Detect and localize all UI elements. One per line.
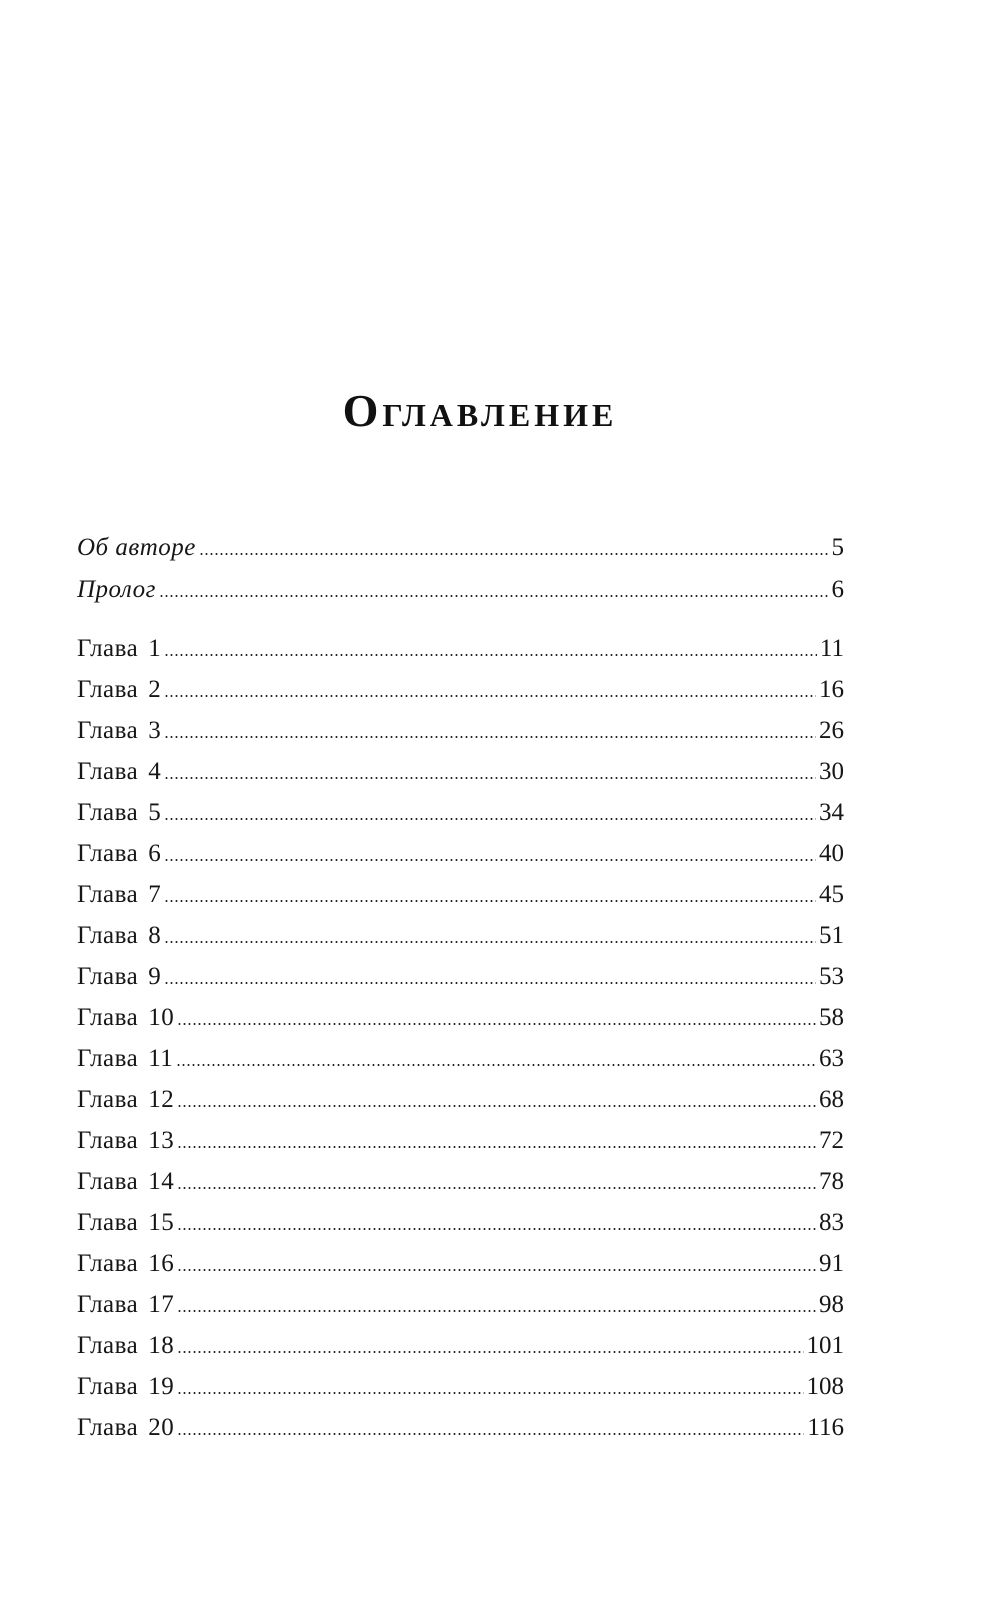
toc-entry-label — [77, 1374, 174, 1399]
toc-entry-label — [77, 964, 161, 989]
toc-entry-chapter[interactable] — [77, 955, 844, 989]
chapter-number: 16 — [148, 1250, 175, 1277]
toc-entry-label — [77, 1128, 174, 1153]
dot-leader — [177, 1146, 816, 1148]
toc-entry-label: Пролог — [77, 576, 156, 603]
dot-leader — [164, 900, 816, 902]
dot-leader — [177, 1392, 803, 1394]
chapter-number: 17 — [148, 1291, 175, 1318]
toc-page-number: 116 — [807, 1414, 844, 1441]
chapter-word: Глава — [77, 758, 139, 785]
chapter-number: 2 — [148, 676, 162, 703]
chapter-number: 9 — [148, 963, 162, 990]
chapter-word: Глава — [77, 1127, 139, 1154]
toc-entry-label — [77, 1046, 173, 1071]
dot-leader — [164, 941, 816, 943]
toc-entry-label — [77, 1005, 174, 1030]
toc-entry-label — [77, 1415, 174, 1440]
toc-entry-label — [77, 636, 161, 661]
toc-page-number: 6 — [831, 576, 844, 603]
toc-entry-label — [77, 677, 161, 702]
page-title: Оглавление — [342, 385, 618, 436]
dot-leader — [177, 1269, 816, 1271]
toc-entry-chapter[interactable] — [77, 1406, 844, 1440]
dot-leader — [177, 1310, 816, 1312]
toc-entry-label — [77, 1333, 174, 1358]
toc-page-number: 78 — [819, 1168, 844, 1195]
chapter-word: Глава — [77, 922, 139, 949]
chapter-number: 6 — [148, 840, 162, 867]
chapter-number: 7 — [148, 881, 162, 908]
chapter-number: 12 — [148, 1086, 175, 1113]
toc-entry-prologue[interactable] — [77, 568, 844, 602]
chapter-number: 15 — [148, 1209, 175, 1236]
dot-leader — [164, 859, 816, 861]
chapter-number: 5 — [148, 799, 162, 826]
dot-leader — [164, 982, 816, 984]
toc-entry-about-author[interactable] — [77, 526, 844, 560]
toc-page-number: 58 — [819, 1004, 844, 1031]
chapter-word: Глава — [77, 1373, 139, 1400]
toc-entry-label — [77, 841, 161, 866]
dot-leader — [164, 654, 817, 656]
toc-page-number: 53 — [819, 963, 844, 990]
chapter-word: Глава — [77, 1332, 139, 1359]
toc-page-number: 83 — [819, 1209, 844, 1236]
chapter-word: Глава — [77, 1209, 139, 1236]
toc-entry-label — [77, 718, 161, 743]
toc-entry-chapter[interactable] — [77, 1037, 844, 1071]
toc-page-number: 5 — [831, 534, 844, 561]
toc-entry-chapter[interactable] — [77, 709, 844, 743]
toc-entry-chapter[interactable] — [77, 791, 844, 825]
chapter-number: 4 — [148, 758, 162, 785]
dot-leader — [177, 1023, 816, 1025]
toc-entry-chapter[interactable] — [77, 1160, 844, 1194]
toc-entry-chapter[interactable] — [77, 996, 844, 1030]
dot-leader — [177, 1105, 816, 1107]
chapter-number: 20 — [148, 1414, 175, 1441]
toc-entry-chapter[interactable] — [77, 627, 844, 661]
chapter-word: Глава — [77, 1414, 139, 1441]
toc-entry-label — [77, 800, 161, 825]
toc-page-number: 108 — [806, 1373, 844, 1400]
chapter-word: Глава — [77, 635, 139, 662]
toc-page-number: 40 — [819, 840, 844, 867]
dot-leader — [177, 1228, 816, 1230]
chapter-number: 8 — [148, 922, 162, 949]
chapter-number: 14 — [148, 1168, 175, 1195]
dot-leader — [176, 1064, 816, 1066]
toc-page-number: 63 — [819, 1045, 844, 1072]
dot-leader — [164, 818, 816, 820]
toc-page-number: 34 — [819, 799, 844, 826]
toc-entry-chapter[interactable] — [77, 1365, 844, 1399]
toc-page-number: 72 — [819, 1127, 844, 1154]
toc-entry-label — [77, 1210, 174, 1235]
toc-page-number: 101 — [806, 1332, 844, 1359]
dot-leader — [199, 553, 829, 555]
toc-entry-label — [77, 759, 161, 784]
chapter-word: Глава — [77, 1086, 139, 1113]
chapter-word: Глава — [77, 1250, 139, 1277]
dot-leader — [164, 777, 816, 779]
toc-page-number: 30 — [819, 758, 844, 785]
chapter-number: 1 — [148, 635, 162, 662]
toc-page-number: 51 — [819, 922, 844, 949]
toc-entry-chapter[interactable] — [77, 1201, 844, 1235]
dot-leader — [177, 1433, 804, 1435]
toc-entry-chapter[interactable] — [77, 1283, 844, 1317]
dot-leader — [177, 1351, 803, 1353]
toc-entry-label — [77, 882, 161, 907]
toc-entry-label — [77, 1087, 174, 1112]
dot-leader — [164, 695, 816, 697]
chapter-number: 10 — [148, 1004, 175, 1031]
toc-entry-chapter[interactable] — [77, 873, 844, 907]
chapter-word: Глава — [77, 1045, 139, 1072]
toc-page-number: 68 — [819, 1086, 844, 1113]
dot-leader — [177, 1187, 816, 1189]
toc-entry-label — [77, 923, 161, 948]
toc-page-number: 98 — [819, 1291, 844, 1318]
chapter-number: 13 — [148, 1127, 175, 1154]
chapter-word: Глава — [77, 1291, 139, 1318]
chapter-word: Глава — [77, 881, 139, 908]
toc-entry-chapter[interactable] — [77, 1119, 844, 1153]
toc-entry-chapter[interactable] — [77, 914, 844, 948]
toc-entry-chapter[interactable] — [77, 1324, 844, 1358]
chapter-word: Глава — [77, 676, 139, 703]
dot-leader — [164, 736, 816, 738]
toc-entry-label — [77, 1169, 174, 1194]
toc-page-number: 26 — [819, 717, 844, 744]
toc-page-number: 16 — [819, 676, 844, 703]
toc-entry-chapter[interactable] — [77, 1078, 844, 1112]
toc-entry-label: Об авторе — [77, 534, 196, 561]
toc-page-number: 11 — [819, 635, 844, 662]
chapter-word: Глава — [77, 1004, 139, 1031]
toc-entry-chapter[interactable] — [77, 668, 844, 702]
toc-entry-label — [77, 1251, 174, 1276]
toc-entry-label — [77, 1292, 174, 1317]
chapter-word: Глава — [77, 717, 139, 744]
chapter-number: 3 — [148, 717, 162, 744]
chapter-word: Глава — [77, 963, 139, 990]
chapter-number: 19 — [148, 1373, 175, 1400]
chapter-word: Глава — [77, 799, 139, 826]
chapter-number: 11 — [148, 1045, 174, 1072]
chapter-word: Глава — [77, 1168, 139, 1195]
toc-entry-chapter[interactable] — [77, 1242, 844, 1276]
toc-page-number: 45 — [819, 881, 844, 908]
toc-entry-chapter[interactable] — [77, 832, 844, 866]
dot-leader — [159, 595, 829, 597]
chapter-number: 18 — [148, 1332, 175, 1359]
chapter-word: Глава — [77, 840, 139, 867]
toc-entry-chapter[interactable] — [77, 750, 844, 784]
toc-page-number: 91 — [819, 1250, 844, 1277]
